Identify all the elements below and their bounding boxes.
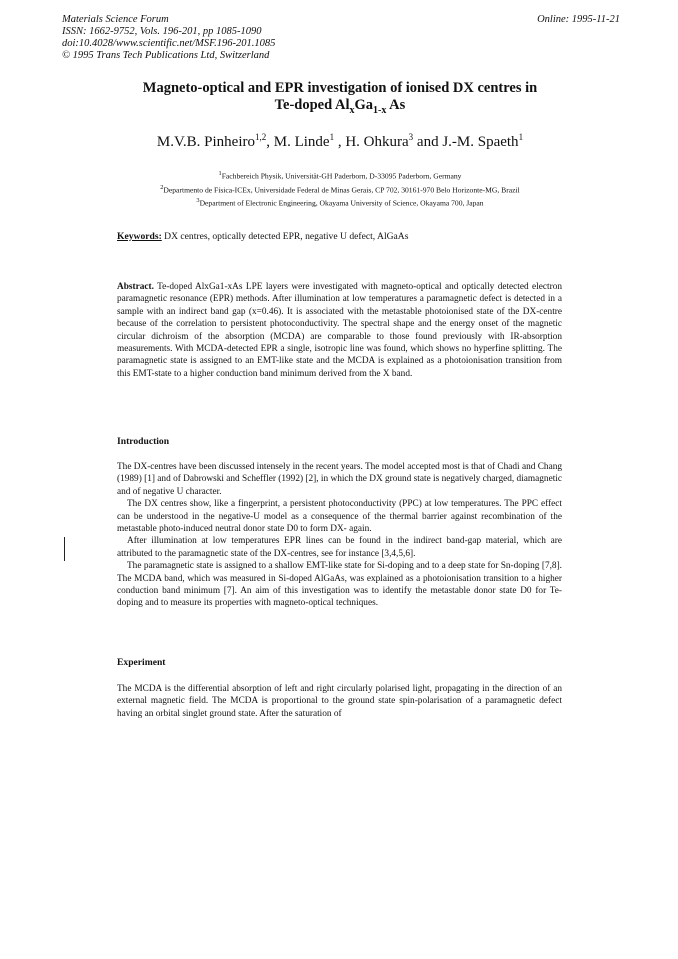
- intro-paragraph-1: The DX-centres have been discussed intensely in the recent years. The model accepted most is that of Chadi and Chang (1989) [1] and of Dabrowski and Scheffler (1992) [2], in which the DX ground state is negatively charged, diamagnetic and of negative U character.: [117, 462, 562, 497]
- abstract-label: Abstract.: [117, 282, 154, 292]
- keywords-label: Keywords:: [117, 231, 162, 242]
- intro-paragraph-3: After illumination at low temperatures EPR lines can be found in the indirect band-gap material, which are attributed to the paramagnetic state of the DX-centres, see for instance [3,4,5,6].: [117, 536, 562, 559]
- journal-header: [62, 14, 275, 62]
- affiliation-1: $^1$Fachbereich Physik, Universität-GH Paderborn, D-33095 Paderborn, Germany: [218, 170, 462, 181]
- abstract-text: Te-doped AlxGa1-xAs LPE layers were investigated with magneto-optical and optically detected electron paramagnetic resonance (EPR) methods. After illumination at low temperatures a paramagnetic defect is detected in a sample with an indirect band gap (x=0.46). It is associated with the metastable photoionised state of the DX-centre because of the correlation to persistent photoconductivity. The spectral shape and the energy onset of the magnetic circular dichroism of the absorption (MCDA) are comparable to those found previously with IR-absorption measurements. With MCDA-detected EPR a single, isotropic line was found, which shows no hyperfine splitting. The paramagnetic state is assigned to an EMT-like state and the MCDA is explained as a photoionisation transition from this EMT-state to a higher conduction band minimum derived from the X band.: [117, 282, 562, 379]
- keywords-text: DX centres, optically detected EPR, negative U defect, AlGaAs: [161, 231, 409, 242]
- affiliation-3: $^3$Department of Electronic Engineering, Okayama University of Science, Okayama 700, Japan: [196, 197, 484, 208]
- author-3: , H. Ohkura: [334, 134, 409, 150]
- keywords: [117, 231, 587, 242]
- title-line-2: Te-doped $Al_xGa_{1-x}$ As: [274, 97, 406, 116]
- online-date: Online: 1995-11-21: [537, 14, 620, 25]
- affiliation-2: $^2$Departmento de Física-ICEx, Universidade Federal de Minas Gerais, CP 702, 30161-970 Belo Horizonte-MG, Brazil: [160, 183, 520, 195]
- title-line-1: Magneto-optical and EPR investigation of ionised DX centres in: [142, 80, 538, 96]
- abstract: [117, 281, 562, 380]
- author-1: M.V.B. Pinheiro: [156, 134, 255, 150]
- intro-paragraph-2: The DX centres show, like a fingerprint, a persistent photoconductivity (PPC) at low temperatures. The PPC effect can be understood in the negative-U model as a consequence of the thermal barrier against recombination of the metastable photo-induced neutral donor state D0 to form DX- again.: [117, 499, 562, 535]
- author-2: , M. Linde: [266, 134, 330, 150]
- experiment-paragraph: The MCDA is the differential absorption of left and right circularly polarised light, propagating in the direction of an external magnetic field. The MCDA is proportional to the ground state spin-polarisation of a paramagnetic defect having an orbital singlet ground state. After the saturation of: [117, 684, 562, 719]
- intro-paragraph-4: The paramagnetic state is assigned to a shallow EMT-like state for Si-doping and to a deep state for Sn-doping [7,8]. The MCDA band, which was measured in Si-doped AlGaAs, was explained as a photoionisation transition to a higher conduction band minimum [7]. An aim of this investigation was to identify the metastable donor state D0 for Te-doping and to measure its properties with magneto-optical techniques.: [117, 561, 562, 609]
- issn-line: ISSN: 1662-9752, Vols. 196-201, pp 1085-1090: [62, 26, 262, 37]
- affiliations: [40, 168, 640, 209]
- journal-name: Materials Science Forum: [62, 14, 169, 25]
- doi-link[interactable]: doi:10.4028/www.scientific.net/MSF.196-201.1085: [62, 38, 276, 49]
- experiment-heading: Experiment: [117, 657, 166, 668]
- introduction-body: [117, 461, 562, 610]
- author-4: and J.-M. Spaeth: [413, 134, 519, 150]
- introduction-heading: Introduction: [117, 436, 170, 447]
- margin-change-bar: [64, 537, 65, 561]
- author-list: M.V.B. Pinheiro$^{1,2}$, M. Linde$^1$ , H. Ohkura$^3$ and J.-M. Spaeth$^1$: [156, 132, 524, 150]
- paper-title: [60, 80, 620, 119]
- copyright-line: © 1995 Trans Tech Publications Ltd, Switzerland: [62, 50, 270, 61]
- experiment-body: [117, 683, 562, 720]
